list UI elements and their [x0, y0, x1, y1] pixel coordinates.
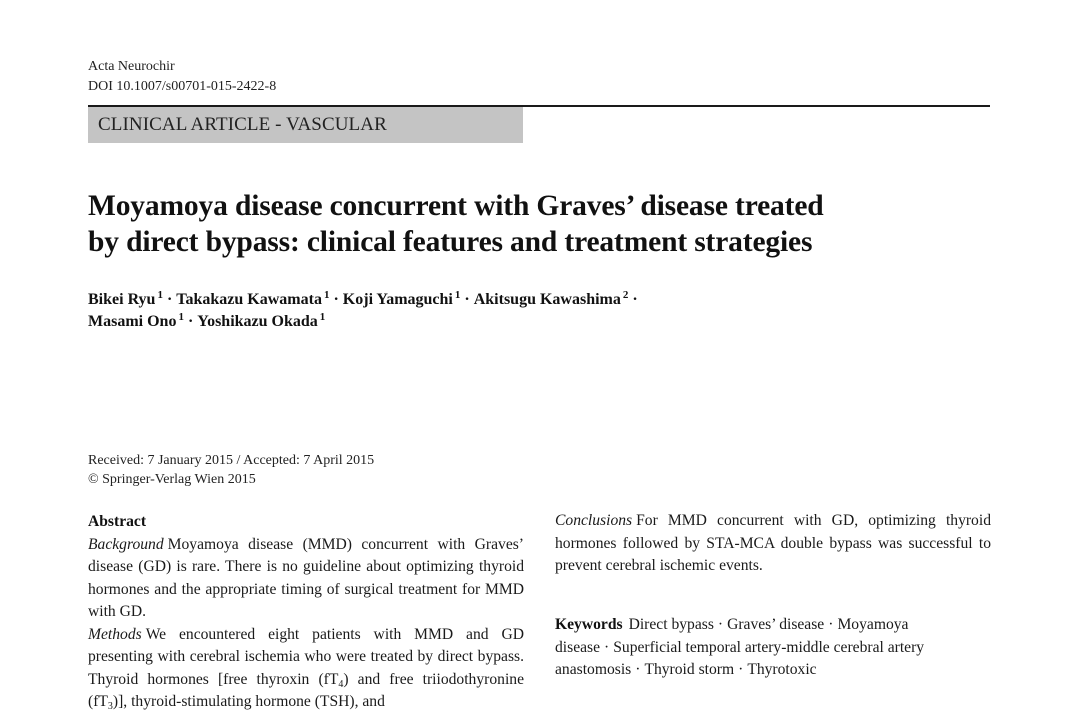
- methods-subscript: 3: [107, 701, 113, 712]
- section-banner-label: CLINICAL ARTICLE - VASCULAR: [98, 114, 387, 135]
- abstract-methods: [88, 624, 524, 714]
- author-name[interactable]: Bikei Ryu: [88, 291, 156, 308]
- title-line-1: Moyamoya disease concurrent with Graves’ disease treated: [88, 190, 824, 222]
- author-affiliation: 1: [157, 289, 163, 301]
- title-line-2: by direct bypass: clinical features and treatment strategies: [88, 226, 813, 258]
- keyword: Direct bypass: [628, 616, 714, 633]
- publication-dates: [88, 451, 374, 489]
- author-list: [88, 289, 788, 333]
- methods-text: ) and free triiodothyronine (fT: [88, 670, 524, 710]
- abstract-conclusions: [555, 510, 991, 578]
- conclusions-label: Conclusions: [555, 512, 633, 529]
- section-banner: [88, 107, 523, 143]
- author-separator: ·: [333, 291, 339, 308]
- background-text: Moyamoya disease (MMD) concurrent with Graves’ disease (GD) is rare. There is no guideline about optimizing thyroid hormones and the appropriate timing of surgical treatment for MMD with GD.: [88, 535, 524, 620]
- abstract-background: [88, 534, 524, 624]
- author-name[interactable]: Koji Yamaguchi: [342, 291, 453, 308]
- methods-text: )], thyroid-stimulating hormone (TSH), and: [112, 693, 385, 710]
- keyword: Thyrotoxic: [747, 661, 817, 678]
- journal-header: [88, 57, 276, 97]
- received-accepted: Received: 7 January 2015 / Accepted: 7 April 2015: [88, 453, 375, 468]
- author-affiliation: 1: [178, 311, 184, 323]
- author-separator: ·: [632, 291, 638, 308]
- keyword: Graves’ disease: [727, 616, 825, 633]
- keyword-separator: ·: [635, 661, 641, 678]
- methods-subscript: 4: [338, 678, 344, 690]
- conclusions-text: For MMD concurrent with GD, optimizing thyroid hormones followed by STA-MCA double bypass was successful to prevent cerebral ischemic events.: [555, 512, 991, 574]
- journal-name: Acta Neurochir: [88, 59, 175, 74]
- keyword-separator: ·: [717, 616, 724, 633]
- author-name[interactable]: Yoshikazu Okada: [197, 313, 318, 330]
- author-name[interactable]: Akitsugu Kawashima: [473, 291, 621, 308]
- methods-text: We encountered eight patients with MMD and GD presenting with cerebral ischemia who were treated by direct bypass. Thyroid hormones [free thyroxin (fT: [88, 625, 524, 688]
- author-name[interactable]: Masami Ono: [88, 313, 177, 330]
- author-separator: ·: [464, 291, 470, 308]
- keyword: Moyamoya disease: [555, 616, 909, 656]
- author-separator: ·: [187, 313, 194, 330]
- keywords: [555, 614, 991, 682]
- methods-label: Methods: [88, 625, 142, 643]
- abstract-right-column: [555, 510, 991, 578]
- doi: DOI 10.1007/s00701-015-2422-8: [88, 79, 277, 94]
- keyword: Superficial temporal artery-middle cerebral artery anastomosis: [555, 638, 925, 678]
- author-affiliation: 1: [323, 289, 330, 301]
- author-affiliation: 1: [319, 311, 326, 323]
- abstract-left-column: [88, 511, 524, 714]
- copyright: © Springer-Verlag Wien 2015: [88, 472, 256, 487]
- author-affiliation: 2: [622, 289, 629, 301]
- background-label: Background: [88, 535, 164, 553]
- keyword: Thyroid storm: [644, 661, 735, 678]
- keywords-label: Keywords: [555, 616, 623, 633]
- keyword-separator: ·: [604, 638, 610, 656]
- keyword-separator: ·: [828, 616, 834, 633]
- author-affiliation: 1: [454, 289, 461, 301]
- article-title: [88, 188, 948, 260]
- author-name[interactable]: Takakazu Kawamata: [176, 291, 322, 308]
- abstract-heading: Abstract: [88, 513, 147, 530]
- keyword-separator: ·: [738, 661, 744, 678]
- author-separator: ·: [166, 291, 173, 308]
